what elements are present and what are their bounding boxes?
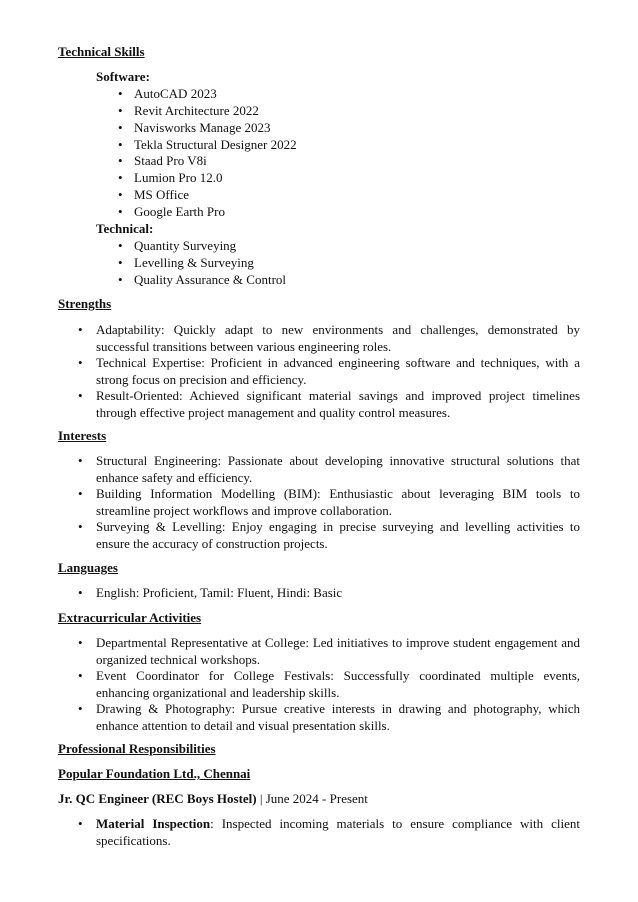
list-item: • Google Earth Pro xyxy=(118,203,225,219)
list-item: • Quality Assurance & Control xyxy=(118,271,287,287)
strengths-list xyxy=(78,322,580,422)
list-item: • AutoCAD 2023 xyxy=(118,86,217,101)
role-title: Jr. QC Engineer (REC Boys Hostel) xyxy=(58,791,257,806)
list-item: • Adaptability: Quickly adapt to new environments and challenges, demonstrated by successful transitions between various engineering roles. xyxy=(78,322,580,354)
technical-label: Technical: xyxy=(96,221,154,236)
list-item: • Drawing & Photography: Pursue creative interests in drawing and photography, which enhance attention to detail and visual presentation skills. xyxy=(78,701,580,733)
software-label: Software: xyxy=(96,69,150,84)
list-item: • Revit Architecture 2022 xyxy=(118,102,259,118)
list-item: • Departmental Representative at College: Led initiatives to improve student engagement and organized technical workshops. xyxy=(78,635,580,667)
interests-heading: Interests xyxy=(58,428,107,443)
professional-heading: Professional Responsibilities xyxy=(58,741,216,756)
list-item: • English: Proficient, Tamil: Fluent, Hindi: Basic xyxy=(78,585,343,600)
list-item: • Staad Pro V8i xyxy=(118,153,207,169)
interests-list xyxy=(78,453,580,553)
role-period: | June 2024 - Present xyxy=(256,791,368,806)
strengths-heading: Strengths xyxy=(58,296,112,311)
responsibilities-list xyxy=(78,816,580,849)
list-item: • Surveying & Levelling: Enjoy engaging in precise surveying and levelling activities to ensure the accuracy of construction projects. xyxy=(78,519,580,551)
list-item: • MS Office xyxy=(118,187,190,203)
list-item: • Lumion Pro 12.0 xyxy=(118,170,223,186)
technical-list xyxy=(96,238,286,289)
extracurricular-list xyxy=(78,635,580,735)
list-item: • Material Inspection: Inspected incoming materials to ensure compliance with client specifications. xyxy=(78,816,580,848)
list-item: • Navisworks Manage 2023 xyxy=(118,119,271,135)
list-item: • Technical Expertise: Proficient in advanced engineering software and techniques, with a strong focus on precision and efficiency. xyxy=(78,355,580,387)
list-item: • Result-Oriented: Achieved significant material savings and improved project timelines through effective project management and quality control measures. xyxy=(78,388,580,420)
languages-list xyxy=(78,585,580,602)
languages-heading: Languages xyxy=(58,560,118,575)
company-name: Popular Foundation Ltd., Chennai xyxy=(58,766,251,781)
role-line xyxy=(58,791,368,808)
list-item: • Building Information Modelling (BIM): Enthusiastic about leveraging BIM tools to streamline project workflows and improve collaboration. xyxy=(78,486,580,518)
list-item: • Tekla Structural Designer 2022 xyxy=(118,136,297,152)
list-item: • Structural Engineering: Passionate about developing innovative structural solutions that enhance safety and efficiency. xyxy=(78,453,580,485)
list-item: • Quantity Surveying xyxy=(118,238,237,253)
list-item: • Levelling & Surveying xyxy=(118,254,254,270)
software-list xyxy=(96,86,297,221)
extracurricular-heading: Extracurricular Activities xyxy=(58,610,202,625)
technical-skills-heading: Technical Skills xyxy=(58,44,145,59)
list-item: • Event Coordinator for College Festivals: Successfully coordinated multiple events, enhancing organizational and leadership skills. xyxy=(78,668,580,700)
